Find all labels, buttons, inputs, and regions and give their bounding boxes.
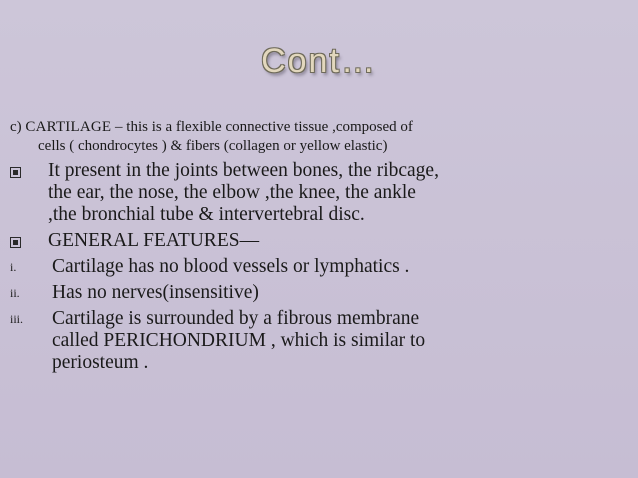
bullet-item	[40, 230, 630, 252]
bullet-line: It present in the joints between bones, the ribcage,	[48, 160, 439, 181]
numbered-text	[40, 282, 630, 304]
intro-text-line-1: this is a flexible connective tissue ,composed of	[126, 119, 413, 135]
intro-dash: –	[111, 119, 127, 135]
slide-title: Cont…	[261, 42, 377, 80]
bullet-line: GENERAL FEATURES—	[48, 230, 260, 251]
numbered-line: Cartilage has no blood vessels or lymphatics .	[52, 256, 410, 277]
square-bullet-icon	[10, 167, 21, 178]
numbered-line: periosteum .	[52, 352, 149, 373]
numbered-item	[10, 256, 630, 278]
list-marker: i.	[10, 260, 17, 274]
bullet-item	[40, 160, 630, 226]
bullet-line: ,the bronchial tube & intervertebral disc.	[48, 204, 365, 225]
intro-prefix: c)	[10, 119, 22, 135]
list-marker: iii.	[10, 312, 24, 326]
bullet-line: the ear, the nose, the elbow ,the knee, the ankle	[48, 182, 416, 203]
numbered-line: called PERICHONDRIUM , which is similar to	[52, 330, 426, 351]
numbered-line: Has no nerves(insensitive)	[52, 282, 259, 303]
bullet-text	[40, 230, 630, 252]
intro-paragraph	[10, 118, 630, 156]
numbered-line: Cartilage is surrounded by a fibrous membrane	[52, 308, 420, 329]
numbered-item	[10, 282, 630, 304]
intro-text-line-2: cells ( chondrocytes ) & fibers (collagen or yellow elastic)	[38, 138, 388, 154]
intro-term: CARTILAGE	[25, 119, 112, 135]
square-bullet-icon	[10, 237, 21, 248]
bullet-text	[40, 160, 630, 226]
list-marker: ii.	[10, 286, 20, 300]
numbered-item	[10, 308, 630, 374]
slide-content	[10, 118, 630, 378]
numbered-text	[40, 256, 630, 278]
numbered-text	[40, 308, 630, 374]
